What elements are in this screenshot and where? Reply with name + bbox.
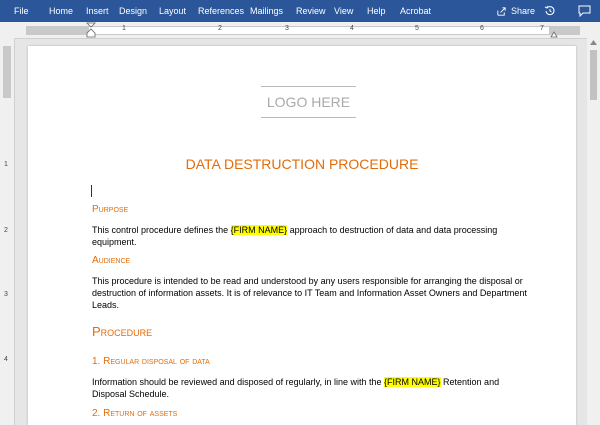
tab-mailings[interactable]: Mailings xyxy=(250,6,284,16)
tab-file[interactable]: File xyxy=(14,6,29,16)
vertical-scrollbar[interactable] xyxy=(587,38,600,425)
indent-marker-icon[interactable] xyxy=(86,22,96,38)
audience-paragraph: This procedure is intended to be read and understood by any users responsible for arranging the disposal or destruction of information assets. It is of relevance to IT Team and Information Asset Owners and Department Leads. xyxy=(92,276,527,310)
section1-text-b: Retention and Disposal Schedule. xyxy=(92,377,500,399)
ruler-number: 6 xyxy=(480,25,484,32)
purpose-text-a: This control procedure defines the xyxy=(92,225,231,235)
ruler-number: 7 xyxy=(540,25,544,32)
section1-text-a: Information should be reviewed and disposed of regularly, in line with the xyxy=(92,377,385,387)
ruler-margin-left xyxy=(26,26,88,35)
ruler-number: 4 xyxy=(4,356,8,363)
ribbon-bar xyxy=(0,0,600,22)
purpose-text-b: approach to destruction of data and data processing equipment. xyxy=(92,225,498,247)
comment-icon xyxy=(578,5,591,17)
purpose-heading: Purpose xyxy=(92,204,129,215)
ruler-number: 3 xyxy=(285,25,289,32)
ruler-number: 1 xyxy=(122,25,126,32)
tab-layout[interactable]: Layout xyxy=(159,6,187,16)
tab-insert[interactable]: Insert xyxy=(86,6,109,16)
tab-references[interactable]: References xyxy=(198,6,245,16)
share-icon xyxy=(496,6,507,17)
audience-heading: Audience xyxy=(92,255,131,266)
section2-heading: 2. Return of assets xyxy=(92,408,178,419)
section1-paragraph xyxy=(92,376,532,400)
tab-design[interactable]: Design xyxy=(119,6,148,16)
tab-help[interactable]: Help xyxy=(367,6,386,16)
history-icon xyxy=(544,5,556,17)
ruler-number: 2 xyxy=(218,25,222,32)
ruler-number: 4 xyxy=(350,25,354,32)
history-button[interactable] xyxy=(544,0,556,22)
scroll-up-icon[interactable] xyxy=(590,40,597,45)
text-cursor xyxy=(91,185,92,197)
comments-button[interactable] xyxy=(578,0,591,22)
document-page[interactable] xyxy=(28,46,576,425)
firm-name-placeholder: {FIRM NAME} xyxy=(384,377,441,387)
tab-view[interactable]: View xyxy=(334,6,354,16)
scroll-thumb[interactable] xyxy=(590,50,597,100)
purpose-paragraph xyxy=(92,224,532,248)
section1-heading: 1. Regular disposal of data xyxy=(92,356,210,367)
ruler-number: 3 xyxy=(4,291,8,298)
share-button[interactable] xyxy=(496,0,535,22)
share-label: Share xyxy=(511,6,536,16)
tab-review[interactable]: Review xyxy=(296,6,326,16)
firm-name-placeholder: {FIRM NAME} xyxy=(230,225,288,235)
vertical-ruler[interactable] xyxy=(0,38,15,425)
tab-home[interactable]: Home xyxy=(49,6,74,16)
ruler-number: 1 xyxy=(4,161,8,168)
document-title: DATA DESTRUCTION PROCEDURE xyxy=(185,156,419,172)
logo-placeholder: LOGO HERE xyxy=(261,86,356,118)
tab-acrobat[interactable]: Acrobat xyxy=(400,6,432,16)
ruler-margin-top xyxy=(3,46,11,98)
ruler-number: 2 xyxy=(4,227,8,234)
right-indent-icon[interactable] xyxy=(550,30,558,38)
ruler-number: 5 xyxy=(415,25,419,32)
procedure-heading: Procedure xyxy=(92,324,153,339)
horizontal-ruler[interactable] xyxy=(0,22,600,39)
